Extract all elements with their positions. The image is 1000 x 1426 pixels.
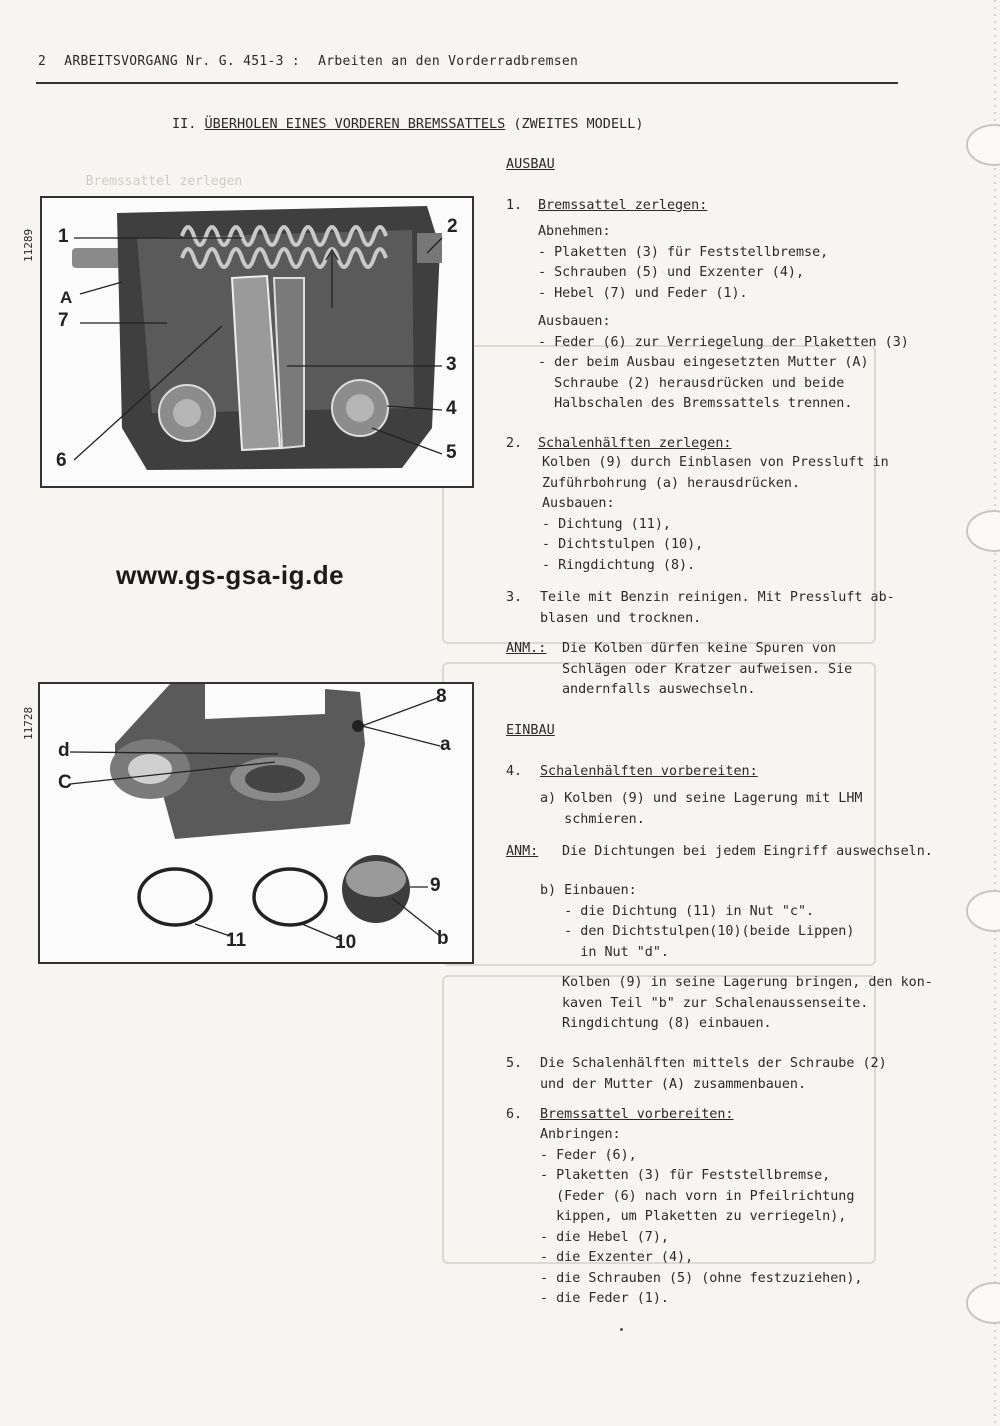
step-5-body: Die Schalenhälften mittels der Schraube (2) und der Mutter (A) zusammenbauen.: [540, 1056, 887, 1092]
anm-2-label: ANM:: [506, 844, 539, 859]
step-1-number: 1.: [506, 198, 523, 213]
binder-hole: [966, 124, 1000, 166]
page-title: [172, 116, 643, 132]
figure-2-id: 11728: [22, 706, 35, 740]
step-6-number: 6.: [506, 1107, 523, 1122]
binder-hole: [966, 890, 1000, 932]
binder-hole: [966, 510, 1000, 552]
callout-4: 4: [446, 398, 457, 419]
title-main: ÜBERHOLEN EINES VORDEREN BREMSSATTELS: [204, 116, 506, 132]
callout-11: 11: [226, 930, 247, 951]
title-suffix: (ZWEITES MODELL): [513, 116, 644, 132]
step-1-title: Bremssattel zerlegen:: [538, 198, 708, 213]
page-mark: [620, 1328, 623, 1331]
step-1-body-2: Ausbauen: - Feder (6) zur Verriegelung der Plaketten (3) - der beim Ausbau eingesetzten Mutter (A) Schraube (2) herausdrücken und beide Halbschalen des Bremssattels trennen.: [538, 314, 909, 411]
callout-d: d: [58, 740, 70, 761]
callout-10: 10: [335, 932, 357, 953]
caliper-half-illustration: [40, 684, 472, 962]
binder-hole: [966, 1282, 1000, 1324]
anm-1-label: ANM.:: [506, 641, 547, 656]
website-watermark: www.gs-gsa-ig.de: [116, 560, 345, 590]
callout-C: C: [58, 772, 72, 793]
step-4-number: 4.: [506, 764, 523, 779]
operation-number: ARBEITSVORGANG Nr. G. 451-3 :: [64, 54, 300, 69]
step-2-number: 2.: [506, 436, 523, 451]
step-3-body: Teile mit Benzin reinigen. Mit Pressluft ab- blasen und trocknen.: [540, 590, 895, 626]
step-4-title: Schalenhälften vorbereiten:: [540, 764, 758, 779]
callout-A: A: [60, 288, 73, 307]
figure-1-caliper-photo: [40, 196, 474, 488]
step-5-number: 5.: [506, 1056, 523, 1071]
callout-6: 6: [56, 450, 67, 471]
step-2-title: Schalenhälften zerlegen:: [538, 436, 732, 451]
step-4-a: a) Kolben (9) und seine Lagerung mit LHM schmieren.: [540, 791, 863, 827]
callout-1: 1: [58, 226, 69, 247]
callout-5: 5: [446, 442, 457, 463]
step-4-b: b) Einbauen: - die Dichtung (11) in Nut "c". - den Dichtstulpen(10)(beide Lippen) in Nut "d".: [540, 883, 855, 960]
operation-subject: Arbeiten an den Vorderradbremsen: [318, 54, 579, 69]
page-edge: [994, 0, 996, 1426]
anm-2-body: Die Dichtungen bei jedem Eingriff auswechseln.: [562, 844, 933, 859]
callout-2: 2: [447, 216, 458, 237]
caliper-illustration: [42, 198, 472, 486]
page-number: 2: [38, 54, 47, 69]
figure-2-caliper-half-photo: [38, 682, 474, 964]
step-1-body: Abnehmen: - Plaketten (3) für Feststellbremse, - Schrauben (5) und Exzenter (4), - Hebel (7) und Feder (1).: [538, 224, 829, 301]
section-einbau: EINBAU: [506, 722, 555, 738]
step-6-title: Bremssattel vorbereiten:: [540, 1107, 734, 1122]
callout-7: 7: [58, 310, 69, 331]
anm-1-body: Die Kolben dürfen keine Spuren von Schlägen oder Kratzer aufweisen. Sie andernfalls auswechseln.: [562, 641, 853, 697]
ghost-text: Bremssattel zerlegen: [85, 174, 243, 189]
step-4-c: Kolben (9) in seine Lagerung bringen, den kon- kaven Teil "b" zur Schalenaussenseite. Ringdichtung (8) einbauen.: [562, 975, 933, 1031]
step-2-body: Kolben (9) durch Einblasen von Pressluft in Zuführbohrung (a) herausdrücken. Ausbauen: - Dichtung (11), - Dichtstulpen (10), - Ringdichtung (8).: [542, 455, 889, 573]
figure-1-id: 11289: [22, 228, 35, 262]
callout-8: 8: [436, 686, 447, 707]
callout-b: b: [437, 928, 449, 949]
callout-3: 3: [446, 354, 457, 375]
callout-9: 9: [430, 875, 441, 896]
title-numeral: II.: [172, 116, 197, 132]
step-3-number: 3.: [506, 590, 523, 605]
page-header: [38, 54, 588, 69]
section-ausbau: AUSBAU: [506, 156, 555, 172]
callout-a: a: [440, 734, 451, 755]
header-rule: [36, 82, 898, 84]
step-6-body: Anbringen: - Feder (6), - Plaketten (3) für Feststellbremse, (Feder (6) nach vorn in Pfeilrichtung kippen, um Plaketten zu verriegeln), - die Hebel (7), - die Exzenter (4), - die Schrauben (5) (ohne festzuziehen), - die Feder (1).: [540, 1127, 863, 1306]
